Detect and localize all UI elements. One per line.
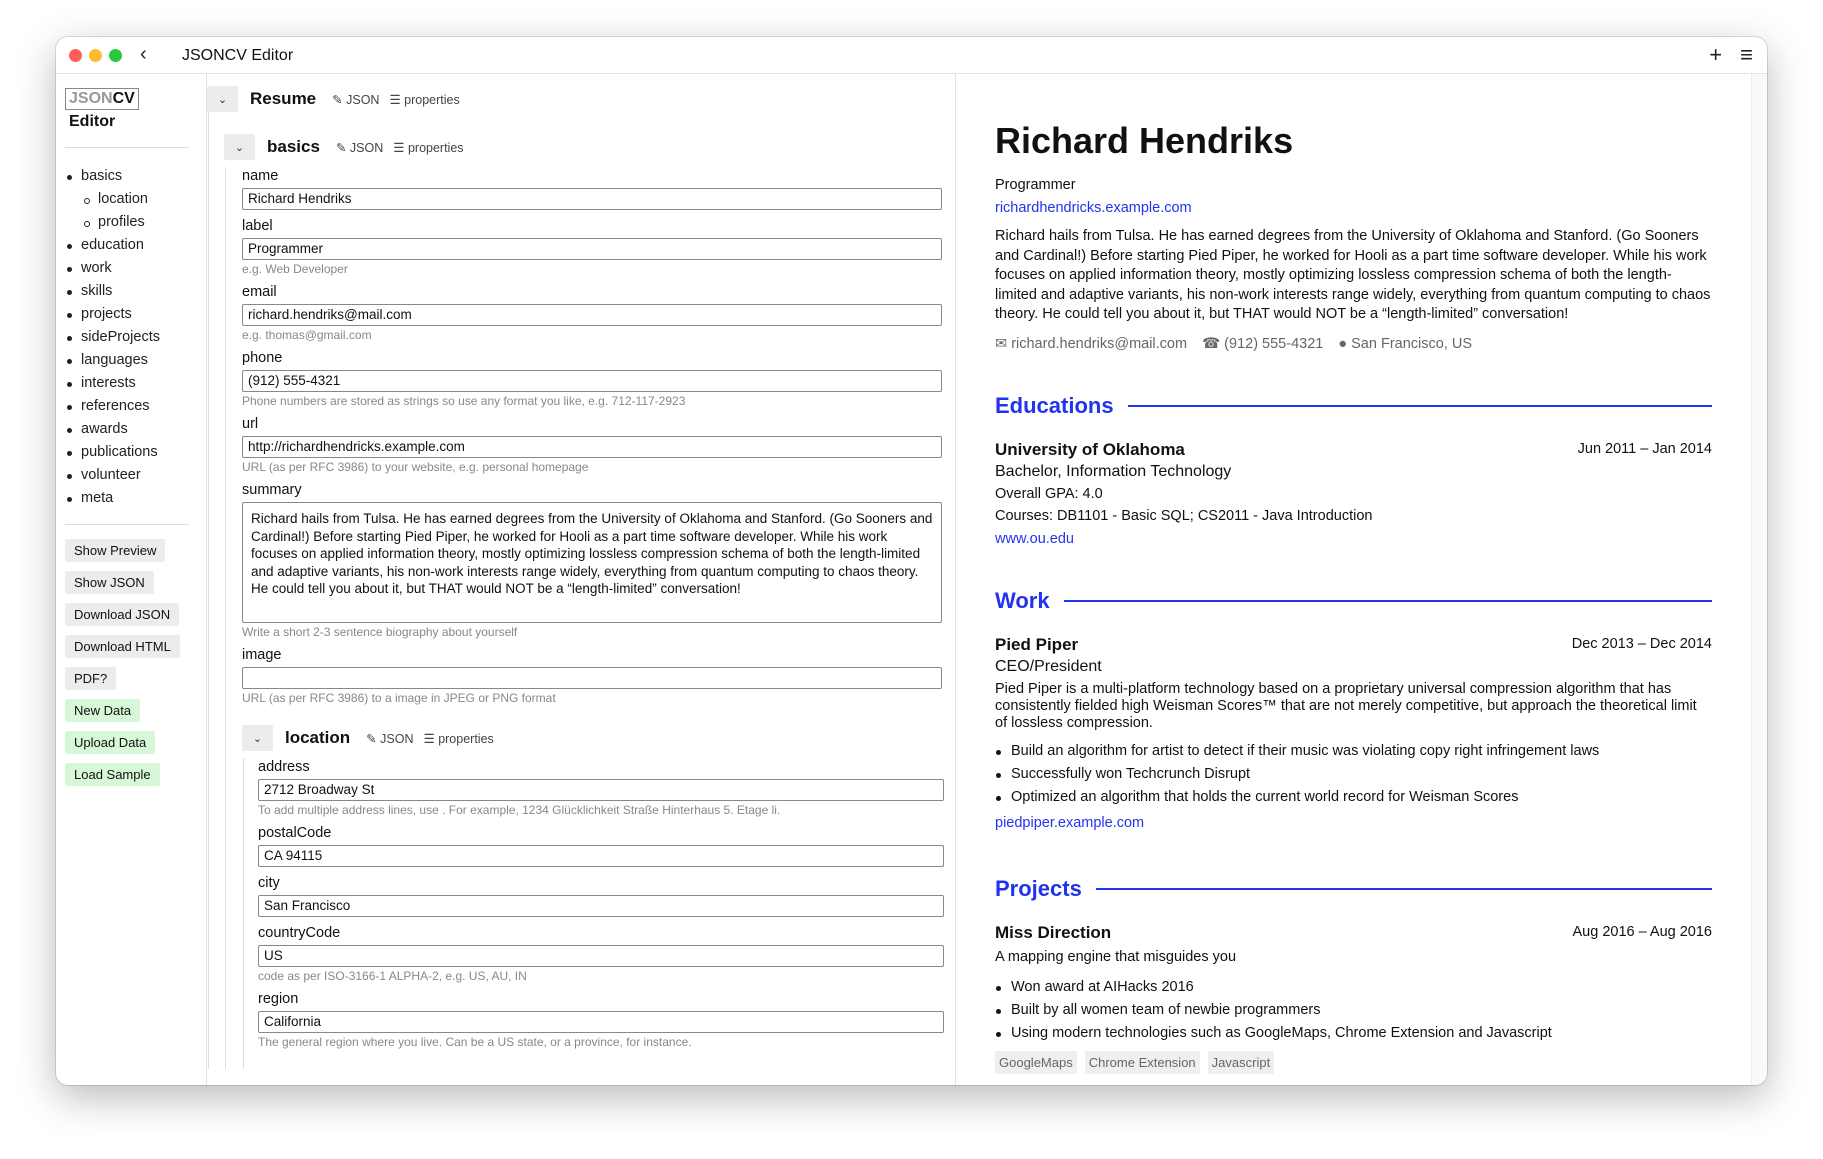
field-label: label [242, 218, 273, 234]
envelope-icon: ✉ [995, 335, 1008, 352]
keyword-tag: Javascript [1208, 1051, 1275, 1075]
section-title: basics [267, 137, 320, 156]
work-highlight: Successfully won Techcrunch Disrupt [995, 763, 1712, 786]
field-help: Write a short 2-3 sentence biography about yourself [242, 625, 518, 639]
logo [65, 88, 139, 110]
project-highlight: Using modern technologies such as GoogleMaps, Chrome Extension and Javascript [995, 1022, 1712, 1045]
project-description: A mapping engine that misguides you [995, 949, 1237, 965]
field-address [258, 758, 955, 817]
phone-input[interactable]: (912) 555-4321 [242, 370, 942, 392]
dates: Aug 2016 – Aug 2016 [1572, 923, 1712, 940]
field-help: code as per ISO-3166-1 ALPHA-2, e.g. US, AU, IN [258, 969, 527, 983]
degree: Bachelor, Information Technology [995, 463, 1232, 480]
url-input[interactable]: http://richardhendricks.example.com [242, 436, 942, 458]
back-chevron-icon[interactable]: ‹ [140, 43, 147, 65]
sidebar-item-publications[interactable]: publications [65, 441, 206, 464]
preview-scrollbar[interactable] [1751, 74, 1767, 1085]
contact-location: ● San Francisco, US [1338, 335, 1473, 352]
projects-heading: Projects [995, 879, 1712, 899]
upload-data-button[interactable]: Upload Data [65, 731, 155, 754]
json-link[interactable]: ✎ JSON [366, 731, 414, 746]
field-label: email [242, 284, 277, 300]
sidebar-item-education[interactable]: education [65, 234, 206, 257]
collapse-basics-toggle[interactable]: ⌄ [224, 134, 255, 160]
education-item [995, 440, 1712, 550]
sidebar-item-references[interactable]: references [65, 395, 206, 418]
sidebar-item-skills[interactable]: skills [65, 280, 206, 303]
sidebar-item-basics[interactable]: basics [65, 165, 206, 188]
name-input[interactable]: Richard Hendriks [242, 188, 942, 210]
divider [65, 147, 189, 148]
field-label: region [258, 991, 299, 1007]
field-help: Phone numbers are stored as strings so use any format you like, e.g. 712-117-2923 [242, 394, 686, 408]
postalCode-input[interactable]: CA 94115 [258, 845, 944, 867]
pencil-icon: ✎ [332, 92, 343, 107]
field-label: countryCode [258, 925, 341, 941]
keyword-tag: GoogleMaps [995, 1051, 1077, 1075]
educations-heading: Educations [995, 396, 1712, 416]
work-link[interactable]: piedpiper.example.com [995, 814, 1145, 831]
project-name: Miss Direction [995, 922, 1112, 942]
dates: Jun 2011 – Jan 2014 [1577, 440, 1712, 457]
section-title: Resume [250, 89, 317, 108]
field-help: URL (as per RFC 3986) to your website, e.g. personal homepage [242, 460, 589, 474]
field-label: phone [242, 350, 283, 366]
field-help: The general region where you live. Can be a US state, or a province, for instance. [258, 1035, 692, 1049]
resume-header [207, 86, 955, 112]
download-html-button[interactable]: Download HTML [65, 635, 180, 658]
countryCode-input[interactable]: US [258, 945, 944, 967]
json-link[interactable]: ✎ JSON [332, 92, 380, 107]
minimize-window-button[interactable] [89, 49, 102, 62]
properties-link[interactable]: ☰ properties [423, 731, 494, 746]
dates: Dec 2013 – Dec 2014 [1571, 635, 1712, 652]
position: CEO/President [995, 658, 1102, 675]
section-title: location [285, 728, 351, 747]
sidebar-item-location[interactable]: location [65, 188, 206, 211]
zoom-window-button[interactable] [109, 49, 122, 62]
summary-textarea[interactable]: Richard hails from Tulsa. He has earned degrees from the University of Oklahoma and Stanford. (Go Sooners and Cardinal!) Before starting Pied Piper, he worked for Hooli as a part time software developer. While his work focuses on applied information theory, mostly optimizing lossless compression schema of both the length-limited and adaptive variants, his non-work interests range widely, everything from quantum computing to chaos theory. He could tell you about it, but THAT would NOT be a “length-limited” conversation! [242, 502, 942, 623]
divider [65, 524, 189, 525]
field-help: URL (as per RFC 3986) to a image in JPEG or PNG format [242, 691, 556, 705]
preview-summary: Richard hails from Tulsa. He has earned degrees from the University of Oklahoma and Stanford. (Go Sooners and Cardinal!) Before starting Pied Piper, he worked for Hooli as a part time software developer. While his work focuses on applied information theory, mostly optimizing lossless compression schema of both the length-limited and adaptive variants, his non-work interests range widely, everything from quantum computing to chaos theory. He could tell you about it, but THAT would NOT be a “length-limited” conversation! [995, 228, 1711, 322]
company: Pied Piper [995, 634, 1079, 654]
plus-icon[interactable]: + [1709, 42, 1723, 67]
field-label: city [258, 875, 280, 891]
field-label: name [242, 168, 279, 184]
sidebar-item-languages[interactable]: languages [65, 349, 206, 372]
field-help: e.g. Web Developer [242, 262, 348, 276]
field-name [242, 167, 955, 210]
field-label: image [242, 647, 282, 663]
project-item [995, 923, 1712, 1075]
project-highlight: Built by all women team of newbie programmers [995, 999, 1712, 1022]
preview-label: Programmer [995, 177, 1076, 193]
close-window-button[interactable] [69, 49, 82, 62]
form-editor [207, 74, 956, 1085]
sidebar [56, 74, 207, 1085]
sidebar-item-interests[interactable]: interests [65, 372, 206, 395]
logo-cv: CV [112, 90, 135, 107]
sidebar-item-meta[interactable]: meta [65, 487, 206, 510]
keyword-tag: Chrome Extension [1085, 1051, 1200, 1075]
field-postalCode [258, 824, 955, 867]
region-input[interactable]: California [258, 1011, 944, 1033]
show-json-button[interactable]: Show JSON [65, 571, 154, 594]
work-heading: Work [995, 591, 1712, 611]
list-icon: ☰ [423, 731, 435, 746]
properties-link[interactable]: ☰ properties [393, 140, 464, 155]
sidebar-item-projects[interactable]: projects [65, 303, 206, 326]
hamburger-menu-icon[interactable]: ≡ [1740, 42, 1753, 67]
map-pin-icon: ● [1338, 335, 1348, 352]
field-help: To add multiple address lines, use . For example, 1234 Glücklichkeit Straße Hinterhaus 5. Etage li. [258, 803, 781, 817]
pencil-icon: ✎ [335, 140, 347, 155]
pencil-icon: ✎ [366, 731, 377, 746]
field-label [242, 217, 955, 276]
sidebar-item-sideProjects[interactable]: sideProjects [65, 326, 206, 349]
field-label: url [242, 416, 259, 432]
field-email [242, 283, 955, 342]
preview-website-link[interactable]: richardhendricks.example.com [995, 199, 1192, 216]
list-icon: ☰ [393, 140, 405, 155]
field-label: postalCode [258, 825, 332, 841]
city-input[interactable]: San Francisco [258, 895, 944, 917]
collapse-resume-toggle[interactable]: ⌄ [207, 86, 238, 112]
load-sample-button[interactable]: Load Sample [65, 763, 160, 786]
label-input[interactable]: Programmer [242, 238, 942, 260]
address-input[interactable]: 2712 Broadway St [258, 779, 944, 801]
contact-email: ✉ richard.hendriks@mail.com [995, 335, 1188, 352]
app-window [56, 37, 1767, 1085]
field-help: e.g. thomas@gmail.com [242, 328, 372, 342]
field-countryCode [258, 924, 955, 983]
field-label: summary [242, 482, 302, 498]
collapse-location-toggle[interactable]: ⌄ [242, 725, 273, 751]
preview-name: Richard Hendriks [995, 120, 1294, 161]
contact-row [995, 335, 1712, 355]
field-image [242, 646, 955, 705]
location-header [242, 725, 955, 751]
section-nav [65, 165, 206, 510]
json-link[interactable]: ✎ JSON [335, 140, 384, 155]
pdf-button[interactable]: PDF? [65, 667, 116, 690]
field-city [258, 874, 955, 917]
image-input[interactable] [242, 667, 942, 689]
title-bar [56, 37, 1767, 74]
project-highlight: Won award at AIHacks 2016 [995, 976, 1712, 999]
work-item [995, 635, 1712, 834]
work-highlight: Build an algorithm for artist to detect if their music was violating copy right infringement laws [995, 740, 1712, 763]
gpa: Overall GPA: 4.0 [995, 485, 1103, 502]
field-label: address [258, 759, 310, 775]
properties-link[interactable]: ☰ properties [389, 92, 460, 107]
phone-icon: ☎ [1202, 335, 1221, 352]
sidebar-item-awards[interactable]: awards [65, 418, 206, 441]
contact-phone: ☎ (912) 555-4321 [1202, 335, 1324, 352]
basics-header [224, 134, 955, 160]
list-icon: ☰ [389, 92, 401, 107]
sidebar-item-volunteer[interactable]: volunteer [65, 464, 206, 487]
institution: University of Oklahoma [995, 439, 1185, 459]
logo-subtitle: Editor [69, 113, 116, 130]
field-url [242, 415, 955, 474]
field-phone [242, 349, 955, 408]
work-summary: Pied Piper is a multi-platform technology based on a proprietary universal compression algorithm that has consistently fielded high Weisman Scores™ that are not merely competitive, but approach the theoretical limit of lossless compression. [995, 680, 1697, 731]
sidebar-item-profiles[interactable]: profiles [65, 211, 206, 234]
field-summary [242, 481, 955, 639]
window-title: JSONCV Editor [182, 47, 294, 64]
field-region [258, 990, 955, 1049]
logo-json: JSON [69, 90, 113, 107]
download-json-button[interactable]: Download JSON [65, 603, 179, 626]
work-highlight: Optimized an algorithm that holds the current world record for Weisman Scores [995, 786, 1712, 809]
new-data-button[interactable]: New Data [65, 699, 140, 722]
courses: Courses: DB1101 - Basic SQL; CS2011 - Java Introduction [995, 508, 1373, 524]
resume-preview [956, 74, 1751, 1085]
show-preview-button[interactable]: Show Preview [65, 539, 165, 562]
education-link[interactable]: www.ou.edu [995, 530, 1074, 547]
email-input[interactable]: richard.hendriks@mail.com [242, 304, 942, 326]
sidebar-item-work[interactable]: work [65, 257, 206, 280]
